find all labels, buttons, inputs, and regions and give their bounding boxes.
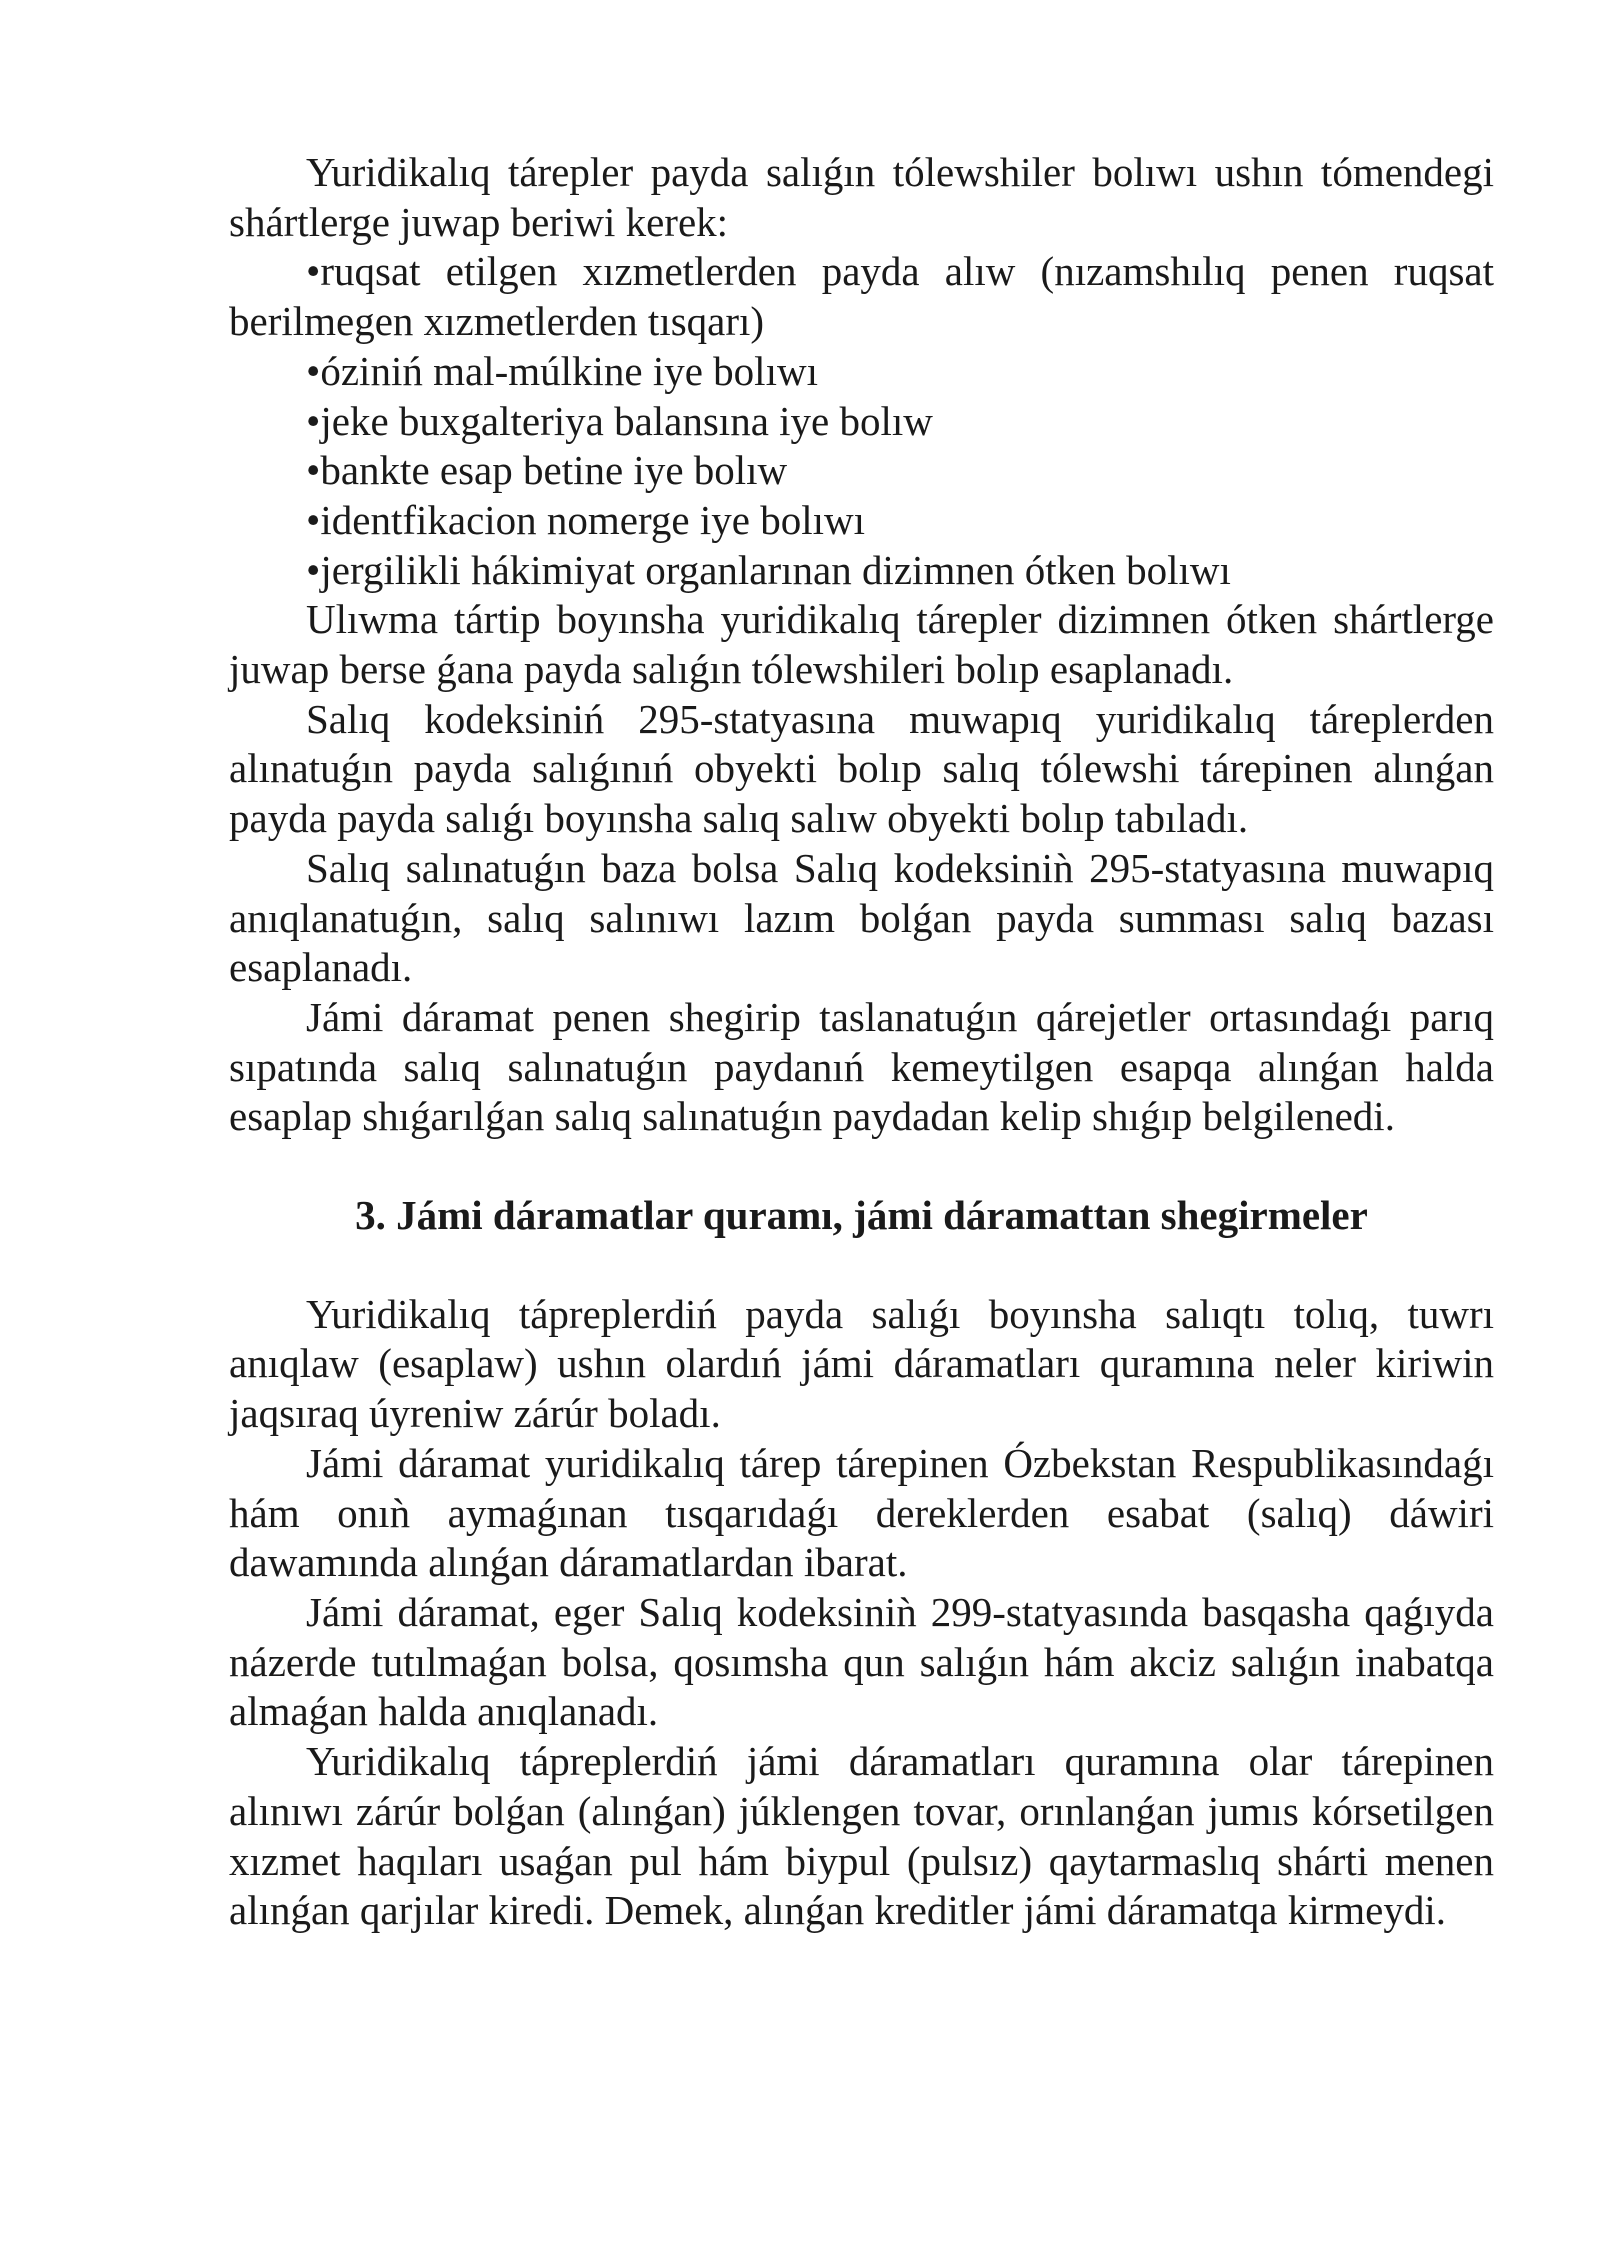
requirements-list [229, 247, 1494, 595]
bullet-icon: • [306, 347, 321, 394]
list-item [229, 496, 1494, 546]
list-item-text: jergilikli hákimiyat organlarınan dizimnen ótken bolıwı [320, 546, 1231, 593]
list-item [229, 247, 1494, 346]
body-paragraph: Salıq kodeksiniń 295-statyasına muwapıq yuridikalıq táreplerden alınatuǵın payda salıǵınıń obyekti bolıp salıq tólewshi tárepinen alınǵan payda payda salıǵı boyınsha salıq salıw obyekti bolıp tabıladı. [229, 695, 1494, 842]
bullet-icon: • [306, 447, 321, 494]
list-item-text: identfikacion nomerge iye bolıwı [320, 496, 865, 543]
body-paragraph: Ulıwma tártip boyınsha yuridikalıq tárepler dizimnen ótken shártlerge juwap berse ǵana payda salıǵın tólewshileri bolıp esaplanadı. [229, 596, 1494, 693]
list-item-text: óziniń mal-múlkine iye bolıwı [320, 347, 818, 394]
intro-paragraph: Yuridikalıq tárepler payda salıǵın tólewshiler bolıwı ushın tómendegi shártlerge juwap beriwi kerek: [229, 149, 1494, 245]
section-paragraph: Yuridikalıq tápreplerdiń jámi dáramatları quramına olar tárepinen alınıwı zárúr bolǵan (alınǵan) júklengen tovar, orınlanǵan jumıs kórsetilgen xızmet haqıları usaǵan pul hám biypul (pulsız) qaytarmaslıq shárti menen alınǵan qarjılar kiredi. Demek, alınǵan kreditler jámi dáramatqa kirmeydi. [229, 1738, 1494, 1934]
body-paragraph: Salıq salınatuǵın baza bolsa Salıq kodeksiniǹ 295-statyasına muwapıq anıqlanatuǵın, salıq salınıwı lazım bolǵan payda summası salıq bazası esaplanadı. [229, 844, 1494, 991]
list-item [229, 446, 1494, 496]
bullet-icon: • [306, 397, 321, 444]
list-item [229, 546, 1494, 596]
section-heading: 3. Jámi dáramatlar quramı, jámi dáramattan shegirmeler [355, 1192, 1368, 1239]
list-item-text: jeke buxgalteriya balansına iye bolıw [320, 397, 933, 444]
bullet-icon: • [306, 496, 321, 543]
list-item [229, 397, 1494, 447]
bullet-icon: • [306, 248, 321, 295]
section-paragraph: Jámi dáramat yuridikalıq tárep tárepinen Ózbekstan Respublikasındaǵı hám onıǹ aymaǵınan tısqarıdaǵı dereklerden esabat (salıq) dáwiri dawamında alınǵan dáramatlardan ibarat. [229, 1439, 1494, 1586]
section-paragraph: Yuridikalıq tápreplerdiń payda salıǵı boyınsha salıqtı tolıq, tuwrı anıqlaw (esaplaw) ushın olardıń jámi dáramatları quramına neler kiriwin jaqsıraq úyreniw zárúr boladı. [229, 1290, 1494, 1437]
list-item [229, 347, 1494, 397]
section-paragraph: Jámi dáramat, eger Salıq kodeksiniǹ 299-statyasında basqasha qaǵıyda názerde tutılmaǵan bolsa, qosımsha qun salıǵın hám akciz salıǵın inabatqa almaǵan halda anıqlanadı. [229, 1588, 1494, 1735]
document-page [229, 148, 1494, 1936]
bullet-icon: • [306, 546, 321, 593]
list-item-text: ruqsat etilgen xızmetlerden payda alıw (nızamshılıq penen ruqsat berilmegen xızmetlerden tısqarı) [229, 248, 1494, 345]
body-paragraph: Jámi dáramat penen shegirip taslanatuǵın qárejetler ortasındaǵı parıq sıpatında salıq salınatuǵın paydanıń kemeytilgen esapqa alınǵan halda esaplap shıǵarılǵan salıq salınatuǵın paydadan kelip shıǵıp belgilenedi. [229, 993, 1494, 1140]
list-item-text: bankte esap betine iye bolıw [320, 447, 788, 494]
